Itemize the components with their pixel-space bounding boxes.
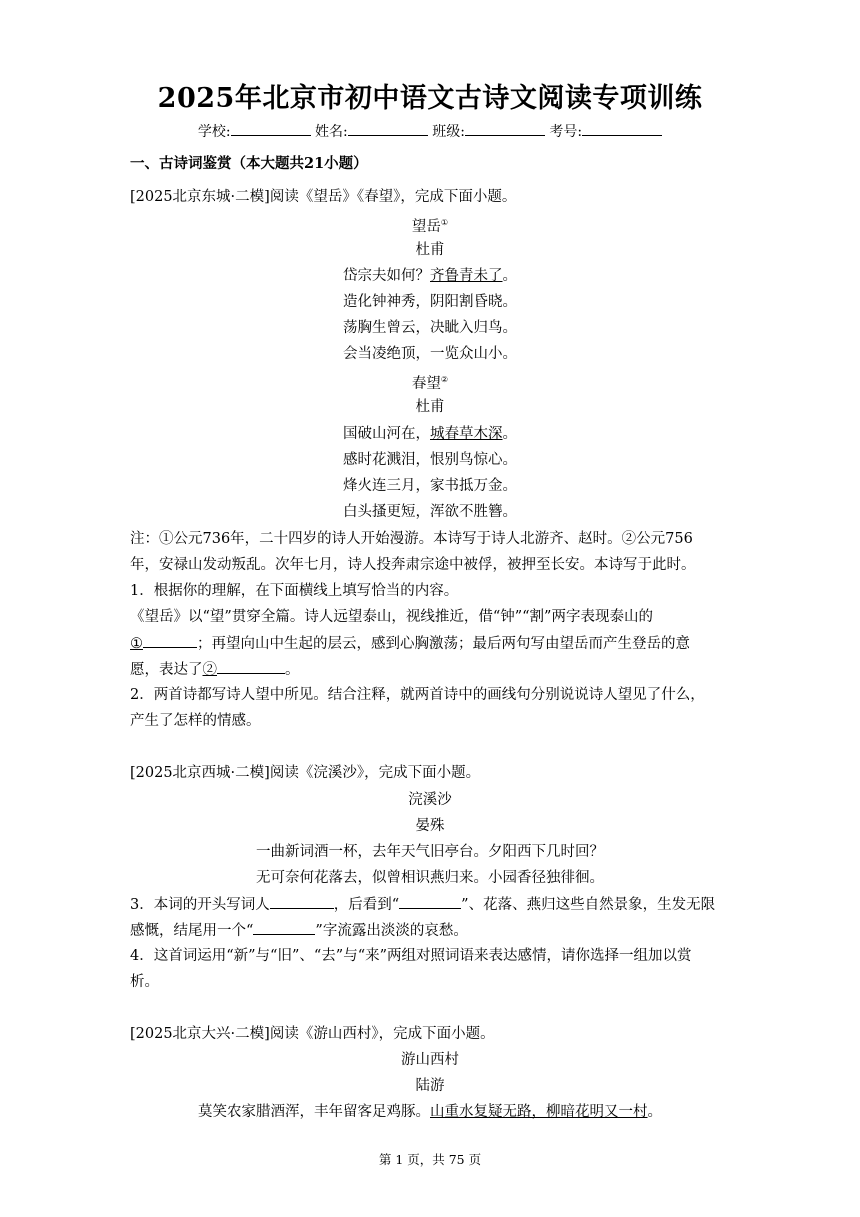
name-label: 姓名: (315, 124, 348, 140)
poem2-author: 杜甫 (415, 399, 445, 415)
poem3-line1: 一曲新词酒一杯，去年天气旧亭台。夕阳西下几时回？ (256, 844, 604, 860)
question-1: 1．根据你的理解，在下面横线上填写恰当的内容。 (130, 583, 459, 599)
document-title: 2025年北京市初中语文古诗文阅读专项训练 (157, 83, 703, 114)
question-1-text2: ① ；再望向山中生起的层云，感到心胸激荡；最后两句写由望岳而产生登岳的意 (130, 633, 690, 654)
poem1-line1: 岱宗夫如何？齐鲁青未了。 (343, 268, 517, 284)
poem2-title: 春望② (411, 375, 449, 392)
group3-intro: [2025北京大兴·二模]阅读《游山西村》，完成下面小题。 (130, 1026, 495, 1042)
class-label: 班级: (432, 124, 465, 140)
poem3-line2: 无可奈何花落去，似曾相识燕归来。小园香径独徘徊。 (256, 870, 604, 886)
exam-number-label: 考号: (549, 124, 583, 140)
question-1-text1: 《望岳》以“望”贯穿全篇。诗人远望泰山，视线推近，借“钟”“割”两字表现泰山的 (130, 609, 653, 625)
poem1-author: 杜甫 (415, 242, 445, 258)
question-2-line1: 2．两首诗都写诗人望中所见。结合注释，就两首诗中的画线句分别说说诗人望见了什么， (130, 687, 705, 703)
question-4-line1: 4．这首词运用“新”与“旧”、“去”与“来”两组对照词语来表达感情，请你选择一组加以赏 (130, 948, 692, 964)
poem1-line4: 会当凌绝顶，一览众山小。 (343, 346, 517, 362)
poem3-title: 浣溪沙 (408, 792, 452, 808)
question-3-line1: 3．本词的开头写词人 ，后看到“ ”、花落、燕归这些自然景象，生发无限 (130, 894, 715, 915)
poem2-line3: 烽火连三月，家书抵万金。 (343, 478, 517, 494)
poem2-line2: 感时花溅泪，恨别鸟惊心。 (343, 452, 517, 468)
group2-intro: [2025北京西城·二模]阅读《浣溪沙》，完成下面小题。 (130, 765, 481, 781)
section-heading: 一、古诗词鉴赏（本大题共21小题） (130, 155, 368, 172)
notes-line1: 注：①公元736年，二十四岁的诗人开始漫游。本诗写于诗人北游齐、赵时。②公元756 (130, 531, 693, 547)
poem1-line2: 造化钟神秀，阴阳割昏晓。 (343, 294, 517, 310)
poem3-author: 晏殊 (415, 818, 445, 834)
poem1-title: 望岳① (411, 218, 449, 235)
poem2-line4: 白头搔更短，浑欲不胜簪。 (343, 504, 517, 520)
question-1-text3: 愿，表达了② 。 (130, 659, 300, 680)
poem2-line1: 国破山河在，城春草木深。 (343, 426, 517, 442)
poem4-title: 游山西村 (401, 1052, 459, 1068)
poem4-line1: 莫笑农家腊酒浑，丰年留客足鸡豚。山重水复疑无路，柳暗花明又一村。 (198, 1104, 662, 1120)
student-info-line (0, 121, 860, 141)
group1-intro: [2025北京东城·二模]阅读《望岳》《春望》，完成下面小题。 (130, 189, 517, 205)
school-label: 学校: (197, 124, 231, 140)
question-4-line2: 析。 (130, 974, 159, 990)
question-2-line2: 产生了怎样的情感。 (130, 713, 261, 729)
page-footer: 第 1 页，共 75 页 (378, 1152, 482, 1167)
question-3-line2: 感慨，结尾用一个“ ”字流露出淡淡的哀愁。 (130, 920, 468, 941)
poem1-line3: 荡胸生曾云，决眦入归鸟。 (343, 320, 517, 336)
poem4-author: 陆游 (415, 1078, 445, 1094)
notes-line2: 年，安禄山发动叛乱。次年七月，诗人投奔肃宗途中被俘，被押至长安。本诗写于此时。 (130, 557, 696, 573)
